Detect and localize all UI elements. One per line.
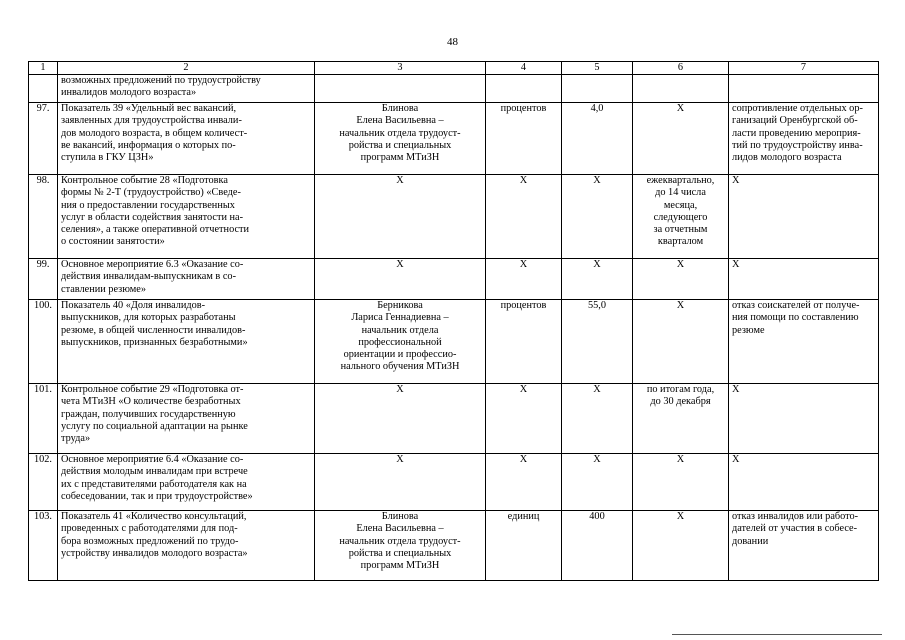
row-unit: Х <box>486 259 562 300</box>
row-risk: Х <box>729 454 879 511</box>
row-risk: Х <box>729 384 879 454</box>
row-deadline: Х <box>633 259 729 300</box>
column-header: 6 <box>633 62 729 75</box>
row-deadline: ежеквартально, до 14 числа месяца, следующего за отчетным кварталом <box>633 175 729 259</box>
row-value: 55,0 <box>562 300 633 384</box>
row-number: 97. <box>29 103 58 175</box>
row-responsible: Х <box>315 384 486 454</box>
row-risk <box>729 75 879 103</box>
row-number <box>29 75 58 103</box>
row-unit: процентов <box>486 300 562 384</box>
row-value: Х <box>562 259 633 300</box>
row-deadline: Х <box>633 300 729 384</box>
table-row <box>29 75 879 103</box>
column-header: 5 <box>562 62 633 75</box>
table-row <box>29 454 879 511</box>
row-deadline <box>633 75 729 103</box>
column-header: 3 <box>315 62 486 75</box>
row-responsible <box>315 75 486 103</box>
row-deadline: Х <box>633 511 729 581</box>
row-unit: Х <box>486 175 562 259</box>
row-risk: Х <box>729 175 879 259</box>
column-header: 1 <box>29 62 58 75</box>
row-name: возможных предложений по трудоустройству инвалидов молодого возраста» <box>58 75 315 103</box>
row-deadline: по итогам года, до 30 декабря <box>633 384 729 454</box>
row-risk: отказ соискателей от получе- ния помощи по составлению резюме <box>729 300 879 384</box>
row-name: Показатель 40 «Доля инвалидов- выпускников, для которых разработаны резюме, в общей численности инвалидов- выпускников, признанных безработными» <box>58 300 315 384</box>
row-value: 4,0 <box>562 103 633 175</box>
row-responsible: Блинова Елена Васильевна – начальник отдела трудоуст- ройства и специальных программ МТиЗН <box>315 511 486 581</box>
row-unit: единиц <box>486 511 562 581</box>
program-table <box>28 61 879 581</box>
row-risk: сопротивление отдельных ор- ганизаций Оренбургской об- ласти проведению мероприя- тий по трудоустройству инва- лидов молодого возраста <box>729 103 879 175</box>
row-deadline: Х <box>633 103 729 175</box>
row-responsible: Х <box>315 454 486 511</box>
table-row <box>29 259 879 300</box>
row-unit: процентов <box>486 103 562 175</box>
column-header: 2 <box>58 62 315 75</box>
row-unit <box>486 75 562 103</box>
row-value <box>562 75 633 103</box>
row-deadline: Х <box>633 454 729 511</box>
footer-rule <box>672 634 882 635</box>
row-name: Контрольное событие 29 «Подготовка от- чета МТиЗН «О количестве безработных граждан, получивших государственную услугу по социальной адаптации на рынке труда» <box>58 384 315 454</box>
page-number: 48 <box>447 36 458 48</box>
table-row <box>29 511 879 581</box>
row-number: 100. <box>29 300 58 384</box>
column-header: 7 <box>729 62 879 75</box>
row-name: Показатель 39 «Удельный вес вакансий, заявленных для трудоустройства инвали- дов молодого возраста, в общем количест- ве вакансий, информация о которых по- ступила в ГКУ ЦЗН» <box>58 103 315 175</box>
row-responsible: Блинова Елена Васильевна – начальник отдела трудоуст- ройства и специальных программ МТиЗН <box>315 103 486 175</box>
row-number: 102. <box>29 454 58 511</box>
column-header: 4 <box>486 62 562 75</box>
row-number: 98. <box>29 175 58 259</box>
row-risk: отказ инвалидов или работо- дателей от участия в собесе- довании <box>729 511 879 581</box>
table-row <box>29 300 879 384</box>
row-name: Основное мероприятие 6.3 «Оказание со- действия инвалидам-выпускникам в со- ставлении резюме» <box>58 259 315 300</box>
header-row <box>29 62 879 75</box>
row-number: 99. <box>29 259 58 300</box>
row-number: 101. <box>29 384 58 454</box>
row-number: 103. <box>29 511 58 581</box>
row-value: Х <box>562 384 633 454</box>
row-responsible: Х <box>315 175 486 259</box>
row-unit: Х <box>486 454 562 511</box>
row-responsible: Берникова Лариса Геннадиевна – начальник отдела профессиональной ориентации и профессио- нального обучения МТиЗН <box>315 300 486 384</box>
row-name: Контрольное событие 28 «Подготовка формы № 2-Т (трудоустройство) «Сведе- ния о предоставлении государственных услуг в области содействия занятости на- селения», а также оперативной отчетности о состоянии занятости» <box>58 175 315 259</box>
row-responsible: Х <box>315 259 486 300</box>
row-name: Показатель 41 «Количество консультаций, проведенных с работодателями для под- бора возможных предложений по трудо- устройству инвалидов молодого возраста» <box>58 511 315 581</box>
table-row <box>29 175 879 259</box>
row-value: Х <box>562 454 633 511</box>
row-value: 400 <box>562 511 633 581</box>
row-unit: Х <box>486 384 562 454</box>
row-risk: Х <box>729 259 879 300</box>
row-name: Основное мероприятие 6.4 «Оказание со- действия молодым инвалидам при встрече их с представителями работодателя как на собеседовании, так и при трудоустройстве» <box>58 454 315 511</box>
table-row <box>29 103 879 175</box>
row-value: Х <box>562 175 633 259</box>
table-row <box>29 384 879 454</box>
